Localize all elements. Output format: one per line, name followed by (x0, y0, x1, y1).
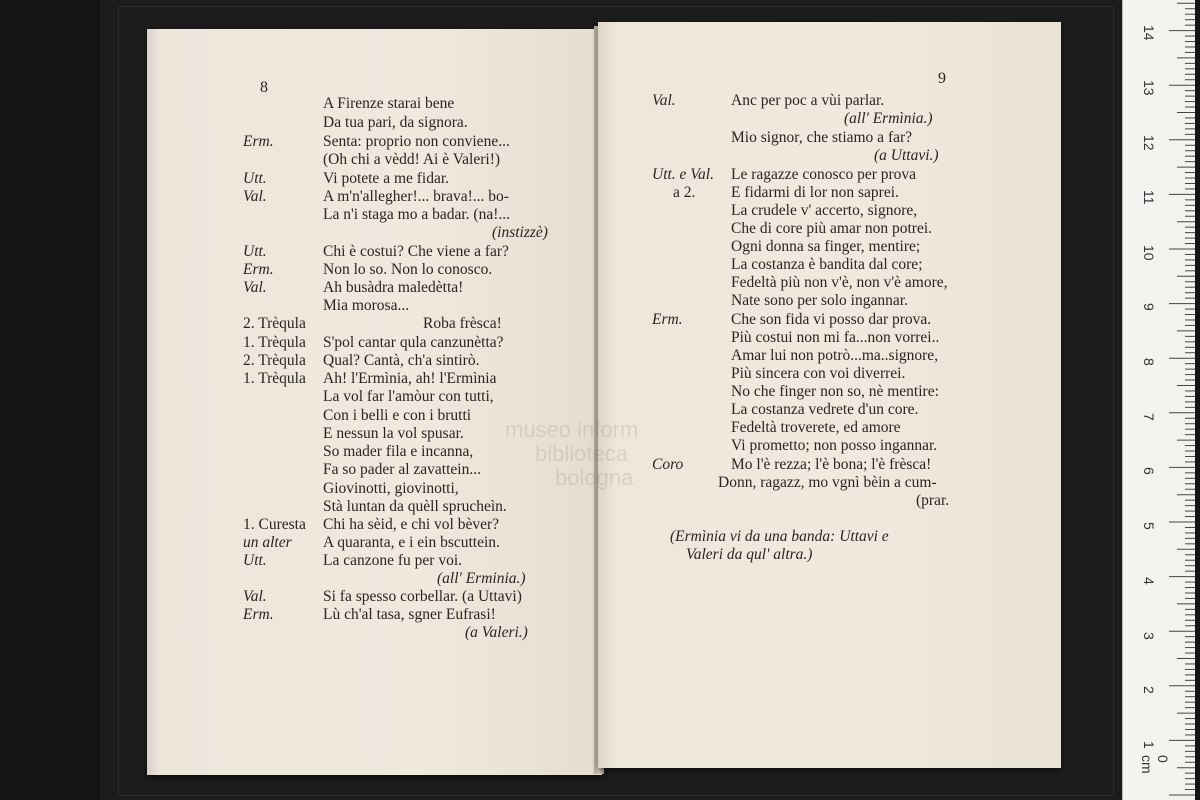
right-line-8: Che di core più amar non potrei. (731, 220, 933, 237)
right-speaker-6: a 2. (673, 184, 696, 201)
right-line-18: La costanza vedrete d'un core. (731, 401, 919, 418)
left-line-1: A Firenze starai bene (323, 95, 455, 112)
left-speaker-3: Erm. (243, 133, 274, 150)
ruler-number-14: 14 (1141, 25, 1157, 41)
left-line-28: Si fa spesso corbellar. (a Uttavi) (323, 588, 522, 605)
left-line-22: Giovinotti, giovinotti, (323, 480, 459, 497)
right-speaker-21: Coro (652, 456, 684, 473)
left-line-9: Chi è costui? Che viene a far? (323, 243, 509, 260)
ruler-number-8: 8 (1141, 358, 1157, 366)
left-speaker-10: Erm. (243, 261, 274, 278)
left-speaker-15: 2. Trèqula (243, 352, 306, 369)
left-speaker-26: Utt. (243, 552, 267, 569)
ruler-number-11: 11 (1141, 190, 1157, 205)
left-line-23: Stà luntan da quèll sprucheìn. (323, 498, 507, 515)
left-speaker-9: Utt. (243, 243, 267, 260)
right-stage-direction-2: Valeri da qul' altra.) (686, 546, 813, 563)
right-line-5: Le ragazze conosco per prova (731, 166, 917, 183)
left-line-5: Vi potete a me fidar. (323, 170, 450, 187)
ruler-ticks (1123, 0, 1195, 800)
measuring-ruler (1122, 0, 1195, 800)
right-line-22: Donn, ragazz, mo vgnì bèin a cum- (718, 474, 937, 491)
left-line-6: A m'n'allegher!... brava!... bo- (323, 188, 509, 205)
right-line-7: La crudele v' accerto, signore, (731, 202, 918, 219)
right-line-19: Fedeltà troverete, ed amore (731, 419, 901, 436)
left-line-14: S'pol cantar qula canzunètta? (323, 334, 504, 351)
left-speaker-16: 1. Trèqula (243, 370, 306, 387)
ruler-number-10: 10 (1141, 245, 1157, 261)
left-speaker-14: 1. Trèqula (243, 334, 306, 351)
left-line-10: Non lo so. Non lo conosco. (323, 261, 493, 278)
watermark-line-3: bologna (555, 465, 634, 490)
ruler-number-6: 6 (1141, 467, 1157, 475)
left-speaker-11: Val. (243, 279, 267, 296)
right-line-14: Più costui non mi fa...non vorrei.. (731, 329, 940, 346)
ruler-number-3: 3 (1141, 632, 1157, 640)
left-line-18: Con i belli e con i brutti (323, 407, 472, 424)
right-line-16: Più sincera con voi diverrei. (731, 365, 906, 382)
left-line-24: Chi ha sèid, e chi vol bèver? (323, 516, 500, 533)
right-page-number: 9 (938, 70, 946, 87)
ruler-unit-label: 0 cm (1139, 755, 1171, 774)
ruler-number-4: 4 (1141, 577, 1157, 585)
right-line-3: Mio signor, che stiamo a far? (731, 129, 913, 146)
left-line-12: Mia morosa... (323, 297, 410, 314)
left-line-11: Ah busàdra maledètta! (323, 279, 464, 296)
left-speaker-6: Val. (243, 188, 267, 205)
ruler-number-13: 13 (1141, 80, 1157, 96)
left-line-13: Roba frèsca! (423, 315, 502, 332)
ruler-number-5: 5 (1141, 522, 1157, 530)
left-line-26: La canzone fu per voi. (323, 552, 463, 569)
left-line-3: Senta: proprio non conviene... (323, 133, 510, 150)
left-line-20: So mader fila e incanna, (323, 443, 474, 460)
right-line-23: (prar. (916, 492, 950, 509)
right-line-20: Vi prometto; non posso ingannar. (731, 437, 938, 454)
right-line-10: La costanza è bandita dal core; (731, 256, 923, 273)
left-line-17: La vol far l'amòur con tutti, (323, 388, 494, 405)
ruler-number-1: 1 (1141, 741, 1157, 749)
right-line-17: No che finger non so, nè mentire: (731, 383, 939, 400)
left-line-29: Lù ch'al tasa, sgner Eufrasi! (323, 606, 496, 623)
left-page (147, 29, 602, 775)
right-line-12: Nate sono per solo ingannar. (731, 292, 908, 309)
watermark-line-1: museo inform (505, 417, 639, 442)
right-line-9: Ogni donna sa finger, mentire; (731, 238, 921, 255)
ruler-number-9: 9 (1141, 303, 1157, 311)
library-watermark (505, 418, 705, 518)
right-line-6: E fidarmi di lor non saprei. (731, 184, 899, 201)
left-line-25: A quaranta, e i ein bscuttein. (323, 534, 500, 551)
left-speaker-24: 1. Curesta (243, 516, 306, 533)
right-stage-direction-1: (Ermìnia vi da una banda: Uttavi e (670, 528, 889, 545)
left-speaker-5: Utt. (243, 170, 267, 187)
left-line-4: (Oh chi a vèdd! Ai è Valeri!) (323, 151, 501, 168)
right-line-21: Mo l'è rezza; l'è bona; l'è frèsca! (731, 456, 932, 473)
right-line-13: Che son fida vi posso dar prova. (731, 311, 932, 328)
right-speaker-5: Utt. e Val. (652, 166, 714, 183)
left-speaker-28: Val. (243, 588, 267, 605)
left-line-30: (a Valeri.) (465, 624, 528, 641)
left-line-19: E nessun la vol spusar. (323, 425, 464, 442)
right-line-1: Anc per poc a vùi parlar. (731, 92, 885, 109)
right-speaker-1: Val. (652, 92, 676, 109)
right-line-11: Fedeltà più non v'è, non v'è amore, (731, 274, 948, 291)
left-line-8: (instizzè) (492, 224, 548, 241)
left-line-27: (all' Erminia.) (437, 570, 526, 587)
left-speaker-29: Erm. (243, 606, 274, 623)
left-line-15: Qual? Cantà, ch'a sintirò. (323, 352, 480, 369)
right-line-4: (a Uttavi.) (874, 147, 939, 164)
left-speaker-13: 2. Trèqula (243, 315, 306, 332)
ruler-number-12: 12 (1141, 135, 1157, 151)
left-line-16: Ah! l'Ermìnia, ah! l'Ermìnia (323, 370, 497, 387)
left-speaker-25: un alter (243, 534, 292, 551)
watermark-line-2: biblioteca (535, 441, 628, 466)
left-line-21: Fa so pader al zavattein... (323, 461, 481, 478)
right-line-15: Amar lui non potrò...ma..signore, (731, 347, 939, 364)
right-line-2: (all' Ermìnia.) (844, 110, 933, 127)
left-line-7: La n'i staga mo a badar. (na!... (323, 206, 510, 223)
ruler-number-7: 7 (1141, 413, 1157, 421)
left-line-2: Da tua pari, da signora. (323, 114, 468, 131)
right-speaker-13: Erm. (652, 311, 683, 328)
right-page (598, 22, 1061, 768)
left-page-number: 8 (260, 79, 268, 96)
ruler-number-2: 2 (1141, 686, 1157, 694)
